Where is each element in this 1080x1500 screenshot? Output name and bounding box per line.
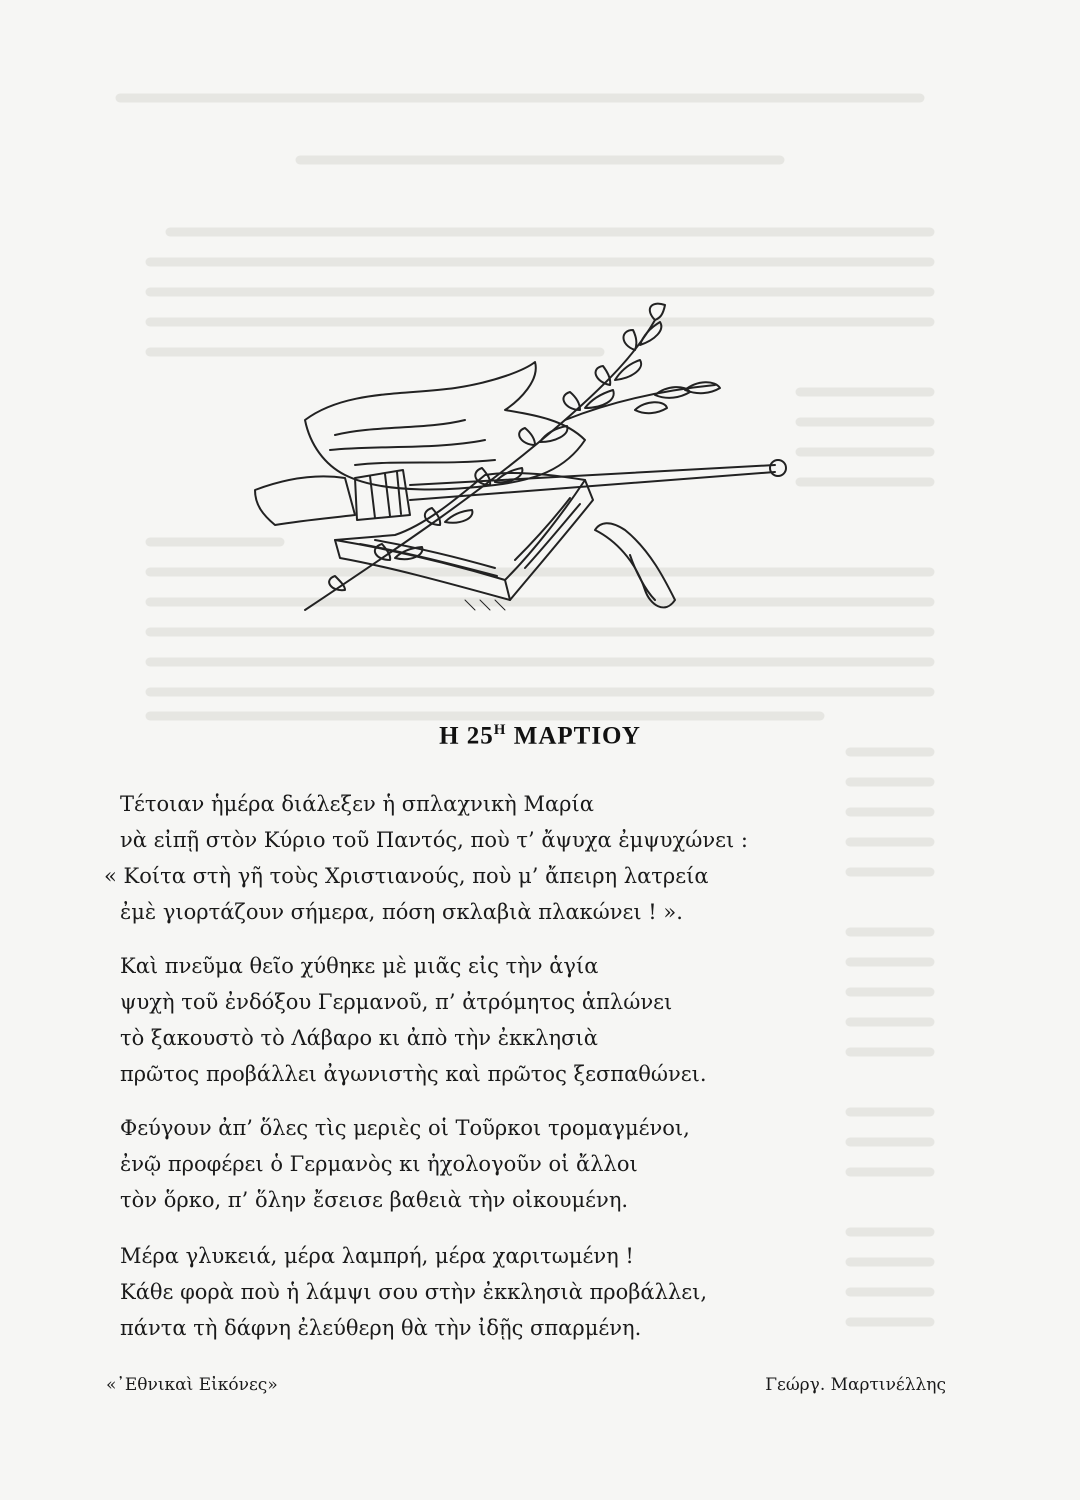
poem-line: ἐνῷ προφέρει ὁ Γερμανὸς κι ἠχολογοῦν οἱ ἄλλοι [120, 1152, 638, 1176]
poem-line: « Κοίτα στὴ γῆ τοὺς Χριστιανούς, ποὺ μ’ ἄπειρη λατρεία [104, 864, 709, 888]
poem-line: ψυχὴ τοῦ ἐνδόξου Γερμανοῦ, π’ ἀτρόμητος ἁπλώνει [120, 990, 673, 1014]
stanza-3 [100, 1110, 900, 1218]
poem-line: τὸ ξακουστὸ τὸ Λάβαρο κι ἀπὸ τὴν ἐκκλησιὰ [120, 1026, 598, 1050]
poem-line: τὸν ὅρκο, π’ ὅλην ἔσεισε βαθειὰ τὴν οἰκουμένη. [120, 1188, 629, 1212]
poem-title: Η $25^H$ ΜΑΡΤΙΟΥ [439, 722, 641, 750]
stanza-1 [100, 786, 900, 930]
source-citation: «᾿Εθνικαὶ Εἰκόνες» [106, 1375, 278, 1395]
stanza-4 [100, 1238, 900, 1346]
poem-line: πάντα τὴ δάφνη ἐλεύθερη θὰ τὴν ἰδῇς σπαρμένη. [120, 1316, 642, 1340]
poem-line: νὰ εἰπῇ στὸν Κύριο τοῦ Παντός, ποὺ τ’ ἄψυχα ἐμψυχώνει : [120, 828, 749, 852]
author-name: Γεώργ. Μαρτινέλλης [765, 1375, 946, 1395]
poem-line: πρῶτος προβάλλει ἀγωνιστὴς καὶ πρῶτος ξεσπαθώνει. [120, 1062, 707, 1086]
poem-line: Φεύγουν ἀπ’ ὅλες τὶς μεριὲς οἱ Τοῦρκοι τρομαγμένοι, [120, 1116, 690, 1140]
poem [100, 786, 900, 1346]
poem-line: Μέρα γλυκειά, μέρα λαμπρή, μέρα χαριτωμένη ! [120, 1244, 634, 1268]
stanza-2 [100, 948, 900, 1092]
poem-line: Κάθε φορὰ ποὺ ἡ λάμψι σου στὴν ἐκκλησιὰ προβάλλει, [120, 1280, 708, 1304]
poem-line: Καὶ πνεῦμα θεῖο χύθηκε μὲ μιᾶς εἰς τὴν ἁγία [120, 954, 599, 978]
flag-book-laurel-icon [235, 300, 795, 630]
poem-line: Τέτοιαν ἡμέρα διάλεξεν ἡ σπλαχνικὴ Μαρία [120, 792, 594, 816]
poem-line: ἐμὲ γιορτάζουν σήμερα, πόση σκλαβιὰ πλακώνει ! ». [120, 900, 683, 924]
